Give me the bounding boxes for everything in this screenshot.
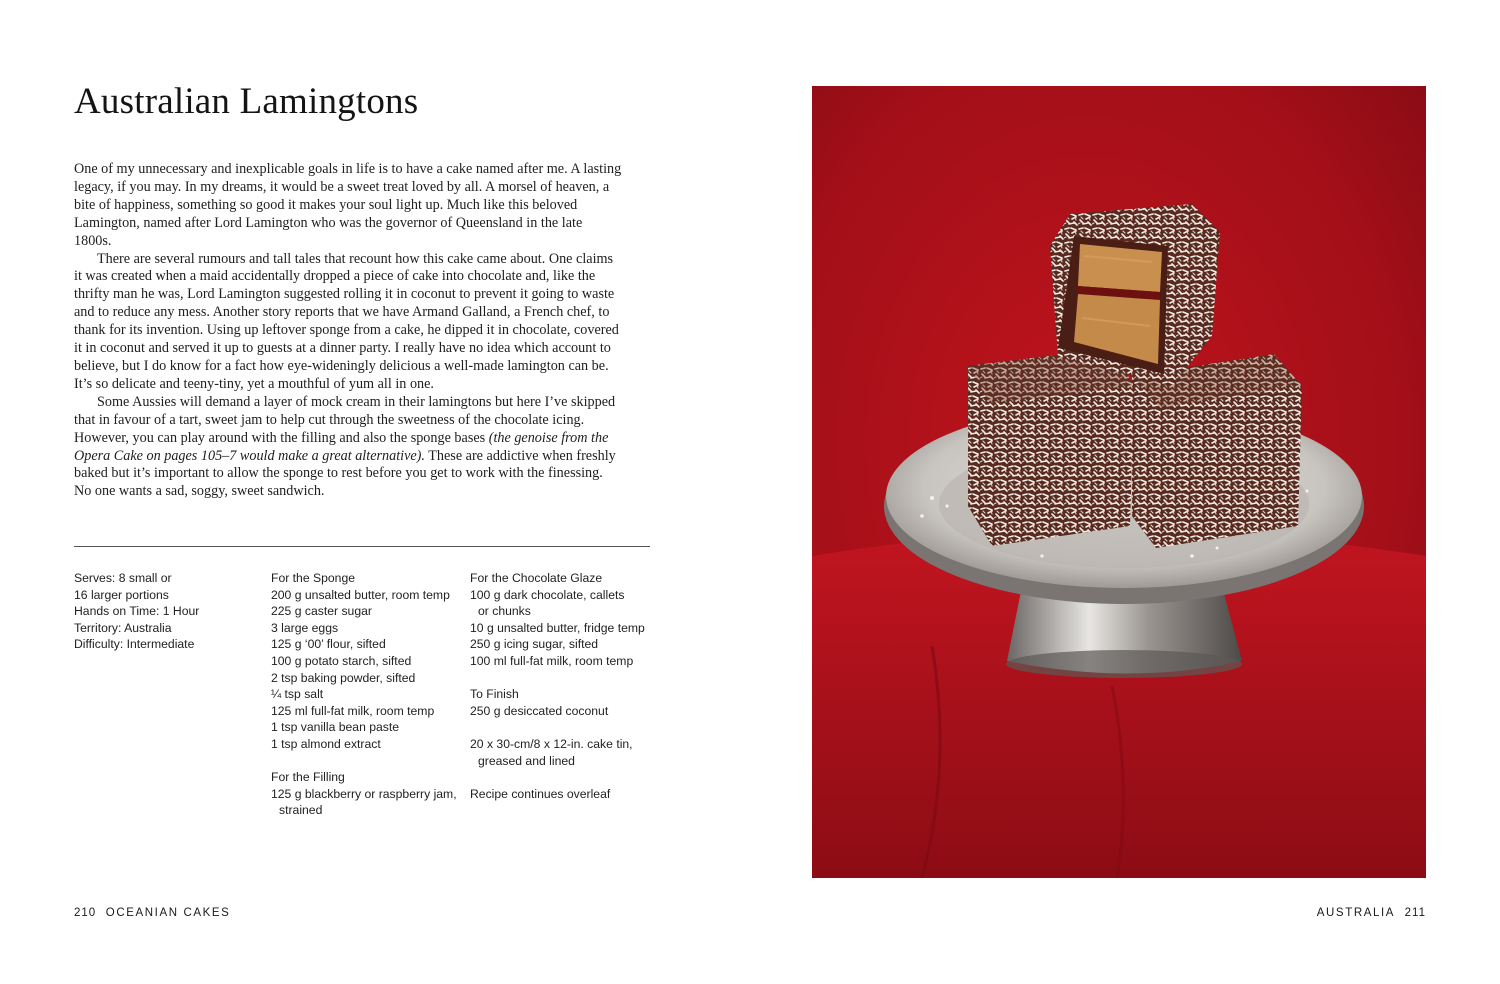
difficulty: Difficulty: Intermediate	[74, 637, 195, 652]
sponge-ingredient: 125 g ‘00’ flour, sifted	[271, 637, 386, 652]
folio-right	[1317, 907, 1426, 919]
glaze-ingredient: 10 g unsalted butter, fridge temp	[470, 620, 645, 635]
sponge-ingredient: 100 g potato starch, sifted	[271, 653, 412, 668]
glaze-ingredient-line-2: or chunks	[478, 604, 531, 619]
lamington-photo	[812, 86, 1426, 878]
glaze-ingredient: 100 ml full-fat milk, room temp	[470, 653, 634, 668]
recipe-continues-note: Recipe continues overleaf	[470, 786, 611, 801]
sponge-ingredient: 3 large eggs	[271, 620, 339, 635]
glaze-ingredient: 250 g icing sugar, sifted	[470, 637, 599, 652]
intro-paragraph-3-italic: (the genoise from the Opera Cake on pages 105–7 would make a great alternative).	[74, 429, 609, 464]
serves-line-1: Serves: 8 small or	[74, 571, 172, 585]
recipe-intro	[74, 161, 622, 501]
section-name-left: OCEANIAN CAKES	[105, 907, 231, 919]
intro-paragraph-3-end: These are addictive when freshly baked but it’s important to allow the sponge to rest before you get to work with the finessing. No one wants a sad, soggy, sweet sandwich.	[74, 447, 616, 500]
filling-heading: For the Filling	[271, 770, 345, 785]
page-number-left: 210	[74, 907, 97, 919]
serves-line-2: 16 larger portions	[74, 587, 169, 602]
filling-ingredient-line-2: strained	[279, 803, 323, 818]
sponge-ingredient: ¼ tsp salt	[271, 687, 324, 702]
sponge-ingredient: 1 tsp vanilla bean paste	[271, 720, 400, 735]
finish-ingredient: 250 g desiccated coconut	[470, 703, 609, 718]
finish-heading: To Finish	[470, 687, 519, 702]
sponge-ingredient: 225 g caster sugar	[271, 604, 372, 619]
intro-paragraph-3	[74, 394, 622, 501]
folio-left	[74, 907, 230, 919]
hands-on-time: Hands on Time: 1 Hour	[74, 604, 200, 619]
ingredients-column-glaze	[470, 570, 660, 802]
intro-paragraph-3-start: Some Aussies will demand a layer of mock cream in their lamingtons but here I’ve skipped that in favour of a tart, sweet jam to help cut through the sweetness of the chocolate icing. However, you can play around with the filling and also the sponge bases	[74, 393, 616, 446]
sponge-ingredient: 2 tsp baking powder, sifted	[271, 670, 416, 685]
ingredients-column-sponge	[271, 570, 461, 819]
sponge-heading: For the Sponge	[271, 571, 356, 585]
territory: Territory: Australia	[74, 620, 172, 635]
glaze-heading: For the Chocolate Glaze	[470, 571, 603, 585]
cake-tin-line-1: 20 x 30-cm/8 x 12-in. cake tin,	[470, 736, 633, 751]
cake-tin-line-2: greased and lined	[478, 753, 575, 768]
page-number-right: 211	[1404, 907, 1426, 919]
recipe-title: Australian Lamingtons	[74, 81, 419, 122]
intro-paragraph-1: One of my unnecessary and inexplicable goals in life is to have a cake named after me. A lasting legacy, if you may. In my dreams, it would be a sweet treat loved by all. A morsel of heaven, a bite of happiness, something so good it makes your soul light up. Much like this beloved Lamington, named after Lord Lamington who was the governor of Queensland in the late 1800s.	[74, 161, 622, 249]
section-name-right: AUSTRALIA	[1316, 907, 1396, 919]
glaze-ingredient-line-1: 100 g dark chocolate, callets	[470, 587, 625, 602]
intro-paragraph-2: There are several rumours and tall tales that recount how this cake came about. One claims it was created when a maid accidentally dropped a piece of cake into chocolate and, like the thrifty man he was, Lord Lamington suggested rolling it in coconut to prevent it going to waste and to reduce any mess. Another story reports that we have Armand Galland, a French chef, to thank for its invention. Using up leftover sponge from a cake, he dipped it in chocolate, covered it in coconut and served it up to guests at a dinner party. I really have no idea which account to believe, but I do know for a fact how eye-wideningly delicious a well-made lamington can be. It’s so delicate and teeny-tiny, yet a mouthful of yum all in one.	[74, 250, 619, 392]
filling-ingredient-line-1: 125 g blackberry or raspberry jam,	[271, 786, 457, 801]
sponge-ingredient: 1 tsp almond extract	[271, 736, 381, 751]
section-divider	[74, 546, 650, 547]
sponge-ingredient: 125 ml full-fat milk, room temp	[271, 703, 435, 718]
recipe-info-column	[74, 570, 254, 653]
sponge-ingredient: 200 g unsalted butter, room temp	[271, 587, 450, 602]
